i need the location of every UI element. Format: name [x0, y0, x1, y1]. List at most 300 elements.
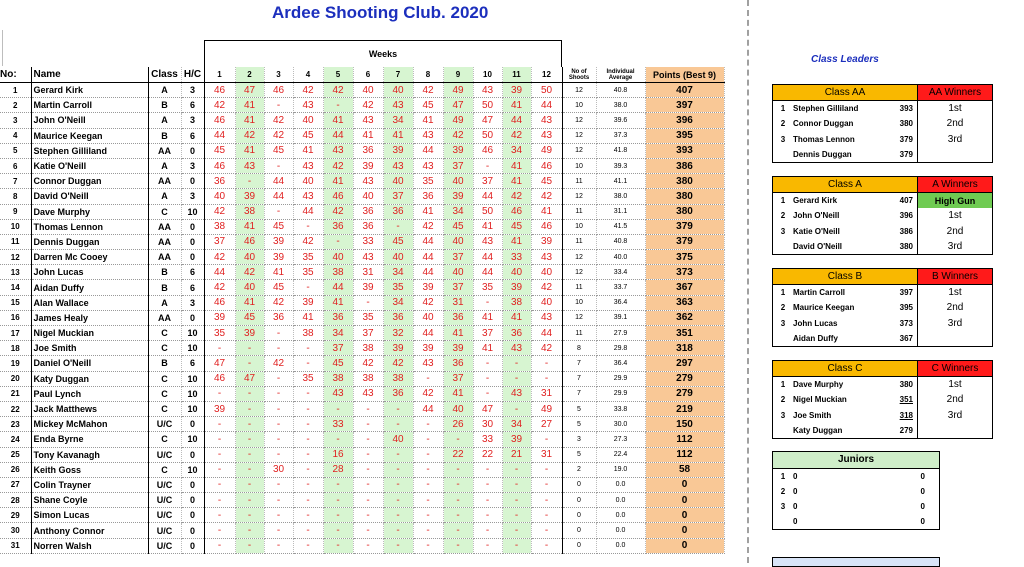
leader-rank	[773, 147, 794, 163]
week-score: 43	[413, 158, 443, 173]
week-score: 36	[413, 189, 443, 204]
col-week-header: 6	[353, 67, 383, 83]
leader-score: 380	[889, 377, 918, 393]
player-handicap: 0	[181, 538, 204, 553]
week-score: -	[353, 401, 383, 416]
week-score: -	[235, 493, 264, 508]
leader-row	[773, 193, 993, 209]
week-score: 16	[323, 447, 353, 462]
points-total: 397	[645, 98, 724, 113]
week-score: 38	[235, 204, 264, 219]
points-total: 150	[645, 417, 724, 432]
week-score: 40	[531, 295, 562, 310]
week-score: -	[413, 462, 443, 477]
week-score: -	[502, 371, 531, 386]
week-score: -	[353, 417, 383, 432]
week-score: 43	[323, 143, 353, 158]
leader-place: 2nd	[918, 300, 993, 315]
leader-rank: 1	[773, 101, 794, 117]
leader-rank: 2	[773, 208, 794, 223]
week-score: 44	[323, 280, 353, 295]
week-score: 39	[502, 432, 531, 447]
week-score: 42	[413, 386, 443, 401]
week-score: -	[413, 538, 443, 553]
week-score: 41	[235, 113, 264, 128]
week-score: -	[502, 508, 531, 523]
class-header: Class B	[773, 269, 918, 285]
player-name: Dave Murphy	[31, 204, 148, 219]
week-score: 43	[323, 386, 353, 401]
shoots-count: 12	[562, 250, 596, 265]
week-score: -	[353, 508, 383, 523]
row-number: 14	[0, 280, 31, 295]
week-score: 49	[531, 401, 562, 416]
week-score: 40	[235, 250, 264, 265]
week-score: -	[443, 538, 473, 553]
individual-average: 33.7	[596, 280, 645, 295]
week-score: 41	[502, 98, 531, 113]
week-score: 37	[443, 158, 473, 173]
week-score: 37	[383, 189, 413, 204]
week-score: 40	[531, 265, 562, 280]
leader-row	[773, 300, 993, 315]
player-handicap: 3	[181, 189, 204, 204]
points-total: 393	[645, 143, 724, 158]
shoots-count: 0	[562, 477, 596, 492]
week-score: -	[443, 508, 473, 523]
week-score: -	[264, 401, 293, 416]
week-score: 40	[204, 189, 235, 204]
player-handicap: 0	[181, 493, 204, 508]
row-number: 11	[0, 234, 31, 249]
leader-rank	[773, 331, 794, 347]
week-score: -	[413, 432, 443, 447]
week-score: -	[413, 493, 443, 508]
week-score: 39	[293, 295, 323, 310]
week-score: -	[293, 341, 323, 356]
panel-class-a	[772, 176, 993, 255]
individual-average: 0.0	[596, 493, 645, 508]
junior-row	[773, 514, 939, 529]
leader-score: 379	[889, 132, 918, 147]
week-score: 41	[353, 128, 383, 143]
week-score: -	[473, 508, 502, 523]
week-score: 43	[293, 158, 323, 173]
week-score: -	[413, 477, 443, 492]
shoots-count: 12	[562, 189, 596, 204]
week-score: 46	[204, 295, 235, 310]
week-score: 26	[443, 417, 473, 432]
table-row	[0, 280, 724, 295]
week-score: 46	[235, 234, 264, 249]
leader-name: Maurice Keegan	[793, 303, 855, 313]
week-score: 38	[353, 341, 383, 356]
leader-name: Katie O'Neill	[793, 226, 840, 236]
page-title: Ardee Shooting Club. 2020	[272, 3, 489, 22]
week-score: 43	[473, 234, 502, 249]
player-handicap: 0	[181, 174, 204, 189]
week-score: 40	[383, 83, 413, 98]
individual-average: 31.1	[596, 204, 645, 219]
table-row	[0, 326, 724, 341]
table-row	[0, 462, 724, 477]
week-score: 41	[235, 295, 264, 310]
week-score: 45	[502, 219, 531, 234]
leader-place	[918, 331, 993, 347]
individual-average: 36.4	[596, 356, 645, 371]
week-score: -	[235, 538, 264, 553]
week-score: -	[473, 158, 502, 173]
week-score: 42	[531, 341, 562, 356]
leader-place: 3rd	[918, 316, 993, 331]
col-week-header: 11	[502, 67, 531, 83]
leader-rank: 1	[773, 193, 794, 209]
week-score: -	[264, 523, 293, 538]
leader-row	[773, 377, 993, 393]
week-score: 43	[353, 174, 383, 189]
player-handicap: 6	[181, 128, 204, 143]
week-score: -	[383, 538, 413, 553]
week-score: 46	[204, 158, 235, 173]
week-score: -	[264, 432, 293, 447]
leader-score: 380	[889, 239, 918, 255]
footer-box	[772, 557, 940, 567]
player-handicap: 10	[181, 401, 204, 416]
week-score: -	[443, 462, 473, 477]
leader-row	[773, 316, 993, 331]
points-total: 367	[645, 280, 724, 295]
shoots-count: 5	[562, 401, 596, 416]
week-score: 46	[264, 83, 293, 98]
results-body	[0, 67, 724, 553]
table-row	[0, 83, 724, 98]
leader-name: John Lucas	[793, 318, 838, 328]
week-score: -	[235, 417, 264, 432]
week-score: 45	[413, 98, 443, 113]
leader-name: Aidan Duffy	[793, 331, 889, 347]
row-number: 27	[0, 477, 31, 492]
week-score: 42	[323, 83, 353, 98]
table-row	[0, 371, 724, 386]
player-class: AA	[148, 143, 181, 158]
player-handicap: 10	[181, 462, 204, 477]
panel-header-row	[773, 177, 993, 193]
row-number: 4	[0, 128, 31, 143]
player-class: A	[148, 189, 181, 204]
row-number: 22	[0, 401, 31, 416]
week-score: -	[204, 477, 235, 492]
week-score: 47	[443, 98, 473, 113]
week-score: 35	[293, 250, 323, 265]
individual-average: 40.8	[596, 83, 645, 98]
leader-place: 3rd	[918, 408, 993, 423]
week-score: -	[293, 386, 323, 401]
table-row	[0, 523, 724, 538]
row-number: 31	[0, 538, 31, 553]
week-score: 39	[264, 234, 293, 249]
player-class: U/C	[148, 477, 181, 492]
shoots-count: 11	[562, 280, 596, 295]
week-score: -	[353, 538, 383, 553]
week-score: -	[293, 493, 323, 508]
week-score: 40	[293, 113, 323, 128]
week-score: -	[293, 508, 323, 523]
shoots-count: 0	[562, 523, 596, 538]
points-total: 318	[645, 341, 724, 356]
shoots-count: 3	[562, 432, 596, 447]
week-score: -	[531, 493, 562, 508]
week-score: 42	[264, 128, 293, 143]
week-score: -	[235, 523, 264, 538]
week-score: -	[293, 538, 323, 553]
week-score: 42	[413, 295, 443, 310]
week-score: 41	[531, 204, 562, 219]
week-score: -	[502, 462, 531, 477]
player-handicap: 3	[181, 83, 204, 98]
week-score: 42	[502, 128, 531, 143]
week-score: 41	[473, 341, 502, 356]
junior-score: 0	[920, 517, 925, 526]
table-row	[0, 493, 724, 508]
week-score: 36	[353, 204, 383, 219]
week-score: -	[264, 204, 293, 219]
week-score: 44	[204, 128, 235, 143]
leader-rank	[773, 423, 794, 439]
player-name: Darren Mc Cooey	[31, 250, 148, 265]
week-score: -	[353, 295, 383, 310]
week-score: -	[323, 538, 353, 553]
junior-score: 0	[920, 502, 925, 511]
week-score: 28	[323, 462, 353, 477]
week-score: 43	[413, 356, 443, 371]
table-row	[0, 143, 724, 158]
week-score: 45	[235, 310, 264, 325]
week-score: 42	[235, 128, 264, 143]
week-score: -	[383, 447, 413, 462]
week-score: 45	[204, 143, 235, 158]
week-score: 44	[473, 250, 502, 265]
points-total: 0	[645, 538, 724, 553]
week-score: 41	[264, 265, 293, 280]
player-handicap: 0	[181, 508, 204, 523]
week-score: 38	[323, 265, 353, 280]
leader-name: Gerard Kirk	[793, 196, 838, 206]
row-number: 2	[0, 98, 31, 113]
week-score: -	[235, 356, 264, 371]
week-score: -	[235, 174, 264, 189]
row-number: 15	[0, 295, 31, 310]
week-score: 44	[502, 113, 531, 128]
week-score: 34	[443, 204, 473, 219]
row-number: 23	[0, 417, 31, 432]
week-score: 42	[413, 219, 443, 234]
row-number: 21	[0, 386, 31, 401]
week-score: 44	[473, 265, 502, 280]
week-score: 41	[235, 98, 264, 113]
week-score: 36	[353, 143, 383, 158]
shoots-count: 11	[562, 234, 596, 249]
individual-average: 38.0	[596, 98, 645, 113]
player-name: Norren Walsh	[31, 538, 148, 553]
week-score: 34	[383, 265, 413, 280]
week-score: 39	[413, 341, 443, 356]
row-number: 7	[0, 174, 31, 189]
week-score: -	[443, 493, 473, 508]
week-score: 36	[383, 204, 413, 219]
table-row	[0, 204, 724, 219]
week-score: 45	[383, 234, 413, 249]
points-total: 297	[645, 356, 724, 371]
week-score: -	[293, 401, 323, 416]
week-score: 40	[293, 174, 323, 189]
week-score: 49	[531, 143, 562, 158]
week-score: 43	[473, 83, 502, 98]
col-week-header: 4	[293, 67, 323, 83]
table-row	[0, 189, 724, 204]
week-score: 44	[413, 234, 443, 249]
player-name: Martin Carroll	[31, 98, 148, 113]
player-handicap: 10	[181, 432, 204, 447]
week-score: 36	[323, 310, 353, 325]
table-row	[0, 295, 724, 310]
winners-header: A Winners	[918, 177, 993, 193]
week-score: 38	[323, 371, 353, 386]
leader-score: 373	[889, 316, 918, 331]
leader-rank: 3	[773, 316, 794, 331]
shoots-count: 11	[562, 174, 596, 189]
table-row	[0, 219, 724, 234]
week-score: 44	[413, 265, 443, 280]
shoots-count: 12	[562, 113, 596, 128]
individual-average: 33.4	[596, 265, 645, 280]
panel-header-row	[773, 361, 993, 377]
player-name: Alan Wallace	[31, 295, 148, 310]
points-total: 112	[645, 432, 724, 447]
player-handicap: 10	[181, 341, 204, 356]
leader-place: 1st	[918, 208, 993, 223]
week-score: 42	[264, 356, 293, 371]
player-class: C	[148, 341, 181, 356]
col-week-header: 9	[443, 67, 473, 83]
week-score: 33	[502, 250, 531, 265]
week-score: 42	[293, 234, 323, 249]
shoots-count: 2	[562, 462, 596, 477]
row-number: 13	[0, 265, 31, 280]
week-score: 44	[264, 174, 293, 189]
week-score: 46	[531, 158, 562, 173]
week-score: -	[323, 508, 353, 523]
week-score: -	[473, 462, 502, 477]
week-score: 44	[204, 265, 235, 280]
week-score: 36	[204, 174, 235, 189]
player-name: Simon Lucas	[31, 508, 148, 523]
week-score: 39	[235, 326, 264, 341]
player-class: AA	[148, 310, 181, 325]
week-score: 41	[502, 158, 531, 173]
week-score: 41	[502, 174, 531, 189]
player-handicap: 0	[181, 234, 204, 249]
leader-rank: 3	[773, 224, 794, 239]
week-score: -	[235, 401, 264, 416]
player-name: Daniel O'Neill	[31, 356, 148, 371]
points-total: 112	[645, 447, 724, 462]
week-score: 39	[353, 280, 383, 295]
week-score: 38	[353, 371, 383, 386]
player-handicap: 6	[181, 280, 204, 295]
week-score: -	[204, 341, 235, 356]
week-score: 42	[443, 128, 473, 143]
week-score: 40	[413, 310, 443, 325]
individual-average: 0.0	[596, 538, 645, 553]
week-score: -	[323, 98, 353, 113]
player-class: AA	[148, 174, 181, 189]
week-score: -	[293, 523, 323, 538]
player-class: U/C	[148, 417, 181, 432]
row-number: 29	[0, 508, 31, 523]
points-total: 0	[645, 508, 724, 523]
player-name: Katie O'Neill	[31, 158, 148, 173]
shoots-count: 10	[562, 295, 596, 310]
player-name: Shane Coyle	[31, 493, 148, 508]
table-row	[0, 234, 724, 249]
col-week-header: 2	[235, 67, 264, 83]
leader-score: 407	[889, 193, 918, 209]
week-score: -	[204, 493, 235, 508]
player-class: A	[148, 158, 181, 173]
week-score: 46	[323, 189, 353, 204]
player-class: C	[148, 204, 181, 219]
week-score: -	[235, 432, 264, 447]
week-score: -	[264, 538, 293, 553]
panel-header-row	[773, 269, 993, 285]
player-class: C	[148, 326, 181, 341]
week-score: 31	[531, 386, 562, 401]
table-row	[0, 417, 724, 432]
individual-average: 41.8	[596, 143, 645, 158]
shoots-count: 7	[562, 356, 596, 371]
leader-name: John O'Neill	[793, 211, 840, 221]
player-handicap: 0	[181, 143, 204, 158]
individual-average: 39.3	[596, 158, 645, 173]
week-score: -	[502, 538, 531, 553]
week-score: 40	[383, 250, 413, 265]
leader-rank: 2	[773, 116, 794, 131]
week-score: 39	[204, 401, 235, 416]
week-score: -	[293, 462, 323, 477]
row-number: 18	[0, 341, 31, 356]
week-score: -	[204, 508, 235, 523]
week-score: 45	[443, 219, 473, 234]
row-number: 3	[0, 113, 31, 128]
player-class: B	[148, 265, 181, 280]
week-score: 41	[473, 219, 502, 234]
leader-score: 393	[889, 101, 918, 117]
week-score: -	[264, 98, 293, 113]
shoots-count: 12	[562, 83, 596, 98]
divider	[2, 30, 3, 66]
leader-name: Stephen Gilliland	[793, 104, 859, 114]
week-score: -	[383, 417, 413, 432]
leader-name: Connor Duggan	[793, 119, 854, 129]
shoots-count: 10	[562, 158, 596, 173]
week-score: -	[473, 477, 502, 492]
week-score: 47	[204, 356, 235, 371]
leader-name: Joe Smith	[793, 410, 832, 420]
individual-average: 27.3	[596, 432, 645, 447]
week-score: 50	[473, 128, 502, 143]
col-week-header: 10	[473, 67, 502, 83]
week-score: 43	[531, 113, 562, 128]
